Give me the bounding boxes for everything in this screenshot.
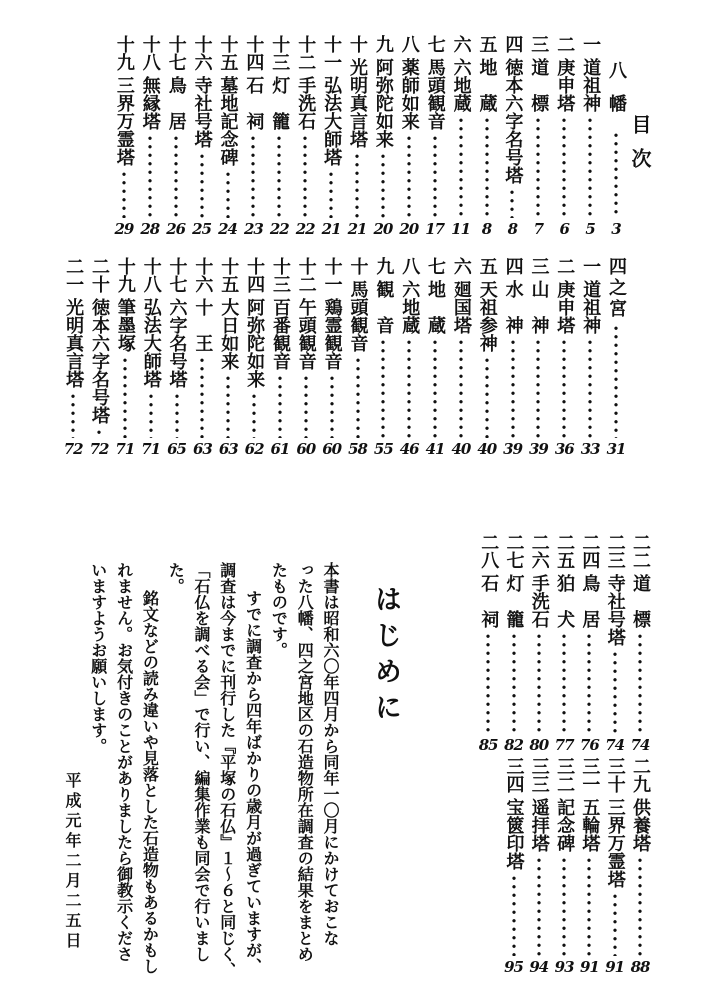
toc-leader-dots [527,856,551,956]
toc-entry [164,35,188,237]
preface-line: すでに調査から四年ばかりの歳月が過ぎていますが、 [243,590,263,974]
toc-page-number: 72 [89,440,109,458]
toc-page-number: 20 [373,220,393,238]
preface-title: はじめに [370,585,401,729]
toc-page-number: 61 [270,440,290,458]
toc-page-number: 63 [218,440,238,458]
toc-page-number: 46 [399,440,419,458]
toc-entry-number: 十二 [295,35,317,71]
toc-entry-number: 四 [502,257,524,275]
toc-entry-title: 石 祠 [243,76,265,130]
toc-page-number: 94 [529,958,549,976]
toc-entry [475,35,499,237]
toc-page-number: 74 [605,736,625,754]
toc-page-number: 28 [140,220,160,238]
toc-entry-title: 百番観音 [269,298,291,370]
toc-leader-dots [552,632,576,734]
toc-entry [475,257,499,457]
toc-entry-number: 十六 [191,35,213,71]
toc-entry-title: 寺社号塔 [191,76,213,148]
toc-entry-title: 弘法大師塔 [321,76,343,166]
toc-entry-title: 手洗石 [528,574,550,628]
toc-leader-dots [268,374,292,438]
toc-entry [603,757,627,975]
toc-entry [268,257,292,457]
toc-entry-title: 午頭観音 [295,298,317,370]
toc-entry-number: 十三 [269,35,291,71]
toc-page-number: 93 [554,958,574,976]
toc-page-number: 41 [425,440,445,458]
toc-leader-dots [578,338,602,438]
toc-entry-title: 水 神 [502,280,524,334]
preface-line: 銘文などの読み違いや見落とした石造物もあるかもし [140,590,160,974]
toc-section-name: 八幡 [606,61,627,127]
toc-leader-dots [138,134,162,218]
toc-page-number: 5 [585,220,595,238]
toc-entry-title: 鳥 居 [579,574,601,628]
toc-entry-number: 十九 [113,35,135,71]
toc-entry-number: 四 [502,35,524,53]
toc-section-name: 四之宮 [606,257,627,320]
preface-date: 平成元年二月二五日 [63,772,82,952]
toc-leader-dots [267,134,291,218]
toc-leader-dots [475,356,499,438]
toc-entry-title: 十 王 [192,298,214,352]
toc-page-number: 63 [192,440,212,458]
toc-page-number: 71 [115,440,135,458]
toc-entry-title: 石 祠 [478,574,500,628]
toc-entry [502,757,526,975]
toc-page-number: 11 [451,220,471,238]
toc-entry-title: 灯 籠 [269,76,291,130]
toc-leader-dots [216,170,240,218]
toc-entry [112,35,136,237]
toc-entry-number: 十 [347,35,368,53]
toc-entry-number: 五 [476,257,498,275]
toc-entry [397,257,421,457]
toc-entry-number: 三四 [503,757,525,793]
toc-leader-dots [293,134,317,218]
toc-leader-dots [345,152,369,218]
toc-entry-title: 庚申塔 [554,58,576,112]
toc-entry-number: 九 [373,257,395,275]
toc-leader-dots [371,338,395,438]
toc-entry [449,257,473,457]
toc-entry [423,257,447,457]
toc-leader-dots [476,632,500,734]
toc-entry-title: 狛 犬 [554,574,576,628]
toc-entry [216,35,240,237]
toc-page-number: 65 [167,440,186,458]
toc-entry [346,257,370,457]
toc-leader-dots [190,152,214,218]
toc-entry-number: 二五 [554,533,576,569]
toc-entry-title: 六地蔵 [450,58,472,112]
preface-line: 調査は今までに刊行した『平塚の石仏』１〜６と同じく、 [217,562,237,978]
toc-leader-dots [526,338,550,438]
toc-leader-dots [190,356,214,438]
toc-entry-title: 寺社号塔 [604,574,626,646]
preface-line: 本書は昭和六〇年四月から同年一〇月にかけておこな [321,562,340,946]
toc-entry-number: 三一 [579,757,601,793]
toc-entry-title: 灯 籠 [503,574,525,628]
toc-page-number: 58 [348,440,367,458]
toc-entry-title: 徳本六字名号塔 [502,58,524,184]
toc-page-number: 3 [611,220,621,238]
toc-page-number: 21 [321,220,341,238]
toc-leader-dots [526,116,550,218]
toc-entry-number: 二 [554,35,576,53]
toc-leader-dots [552,856,576,956]
toc-entry [345,35,369,237]
toc-entry [165,257,189,457]
toc-entry-number: 七 [424,35,446,53]
toc-entry-number: 十六 [192,257,214,293]
toc-leader-dots [397,134,421,218]
toc-entry-number: 十一 [321,257,343,293]
toc-entry-number: 六 [450,35,472,53]
toc-entry-title: 供養塔 [630,798,651,852]
toc-page-number: 7 [533,220,544,238]
toc-entry-title: 阿弥陀如来 [372,58,394,148]
toc-page-number: 24 [218,220,237,238]
toc-leader-dots [577,632,601,734]
toc-page-number: 91 [579,958,599,976]
toc-entry [371,257,395,457]
toc-page-number: 60 [296,440,316,458]
toc-entry-number: 二十 [89,257,110,293]
toc-entry [138,35,162,237]
toc-entry-title: 弘法大師塔 [140,298,162,388]
toc-page-number: 29 [114,220,134,238]
toc-leader-dots [61,392,85,438]
toc-entry [502,533,526,753]
preface-line: れません。お気付きのことがありましたら御教示くださ [114,562,134,962]
toc-entry-number: 二一 [63,257,85,293]
toc-entry [577,757,601,975]
toc-entry-number: 六 [450,257,472,275]
toc-page-number: 20 [399,220,419,238]
preface-line: たものです。 [269,562,289,658]
toc-entry [628,757,652,975]
toc-entry [527,757,551,975]
toc-entry-number: 二四 [579,533,601,569]
toc-page-number: 85 [478,736,498,754]
toc-leader-dots [603,650,627,734]
toc-leader-dots [87,428,111,438]
toc-entry-title: 薬師如来 [398,58,420,130]
toc-entry-number: 二三 [604,533,626,569]
toc-leader-dots [164,134,188,218]
toc-entry [449,35,473,237]
toc-page-number: 62 [244,440,264,458]
toc-page-number: 31 [606,440,626,458]
toc-entry-title: 庚申塔 [554,280,576,334]
toc-entry-title: 道祖神 [580,58,602,112]
toc-leader-dots [449,116,473,218]
preface-line: 「石仏を調べる会」で行い、編集作業も同会で行いまし [192,562,211,962]
toc-page-number: 72 [63,440,83,458]
toc-leader-dots [500,188,524,218]
toc-entry-title: 大日如来 [218,298,240,370]
toc-entry-number: 二八 [478,533,500,569]
toc-entry-number: 三二 [554,757,576,793]
toc-page-number: 22 [269,220,289,238]
toc-entry-title: 遥拝塔 [528,798,550,852]
toc-entry-title: 六地蔵 [399,280,421,334]
toc-leader-dots [527,632,551,734]
toc-entry-number: 五 [476,35,498,53]
toc-entry-number: 十五 [217,35,239,71]
toc-entry-title: 墓地記念碑 [217,76,239,166]
toc-title: 目次 [628,114,652,182]
preface-line: った八幡、四之宮地区の石造物所在調査の結果をまとめ [295,562,315,962]
toc-page-number: 82 [504,736,523,754]
toc-entry-title: 地 蔵 [425,280,447,334]
toc-entry-number: 三 [528,35,550,53]
toc-entry-title: 鶏霊観音 [321,298,343,370]
toc-page-number: 17 [425,220,445,238]
toc-entry [527,533,551,753]
toc-entry-number: 十八 [139,35,161,71]
toc-leader-dots [319,170,343,218]
toc-entry [552,257,576,457]
toc-entry-title: 馬頭観音 [424,58,446,130]
toc-page-number: 25 [192,220,212,238]
toc-section-shinomiya [604,257,628,457]
toc-entry-number: 九 [372,35,394,53]
toc-entry [526,35,550,237]
toc-entry [628,533,652,753]
toc-page-number: 76 [579,736,599,754]
toc-entry-number: 一 [580,257,602,275]
toc-entry [293,35,317,237]
toc-leader-dots [628,632,652,734]
toc-entry-number: 七 [425,257,447,275]
toc-entry-number: 十八 [140,257,162,293]
toc-leader-dots [603,892,627,956]
toc-leader-dots [604,324,628,438]
toc-leader-dots [423,134,447,218]
toc-section-hachiman [604,35,628,237]
toc-entry [476,533,500,753]
toc-entry-number: 二 [554,257,576,275]
toc-entry-title: 記念碑 [554,798,576,852]
toc-leader-dots [577,856,601,956]
toc-leader-dots [241,134,265,218]
toc-entry-title: 無縁塔 [139,76,161,130]
toc-entry [578,257,602,457]
toc-entry-title: 五輪塔 [579,798,601,852]
toc-entry-title: 筆墨塚 [114,298,136,352]
preface-line: いますようお願いします。 [88,562,108,754]
toc-page-number: 88 [630,958,650,976]
toc-leader-dots [139,392,163,438]
toc-entry-title: 山 神 [528,280,550,334]
toc-entry [526,257,550,457]
toc-entry-number: 十一 [321,35,343,71]
toc-entry [371,35,395,237]
toc-leader-dots [423,338,447,438]
toc-page-number: 95 [504,958,523,976]
toc-page-number: 33 [580,440,600,458]
toc-page-number: 60 [322,440,342,458]
toc-page-number: 23 [243,220,263,238]
toc-entry-number: 八 [398,35,420,53]
toc-entry [577,533,601,753]
toc-page-number: 26 [166,220,186,238]
toc-leader-dots [320,374,344,438]
toc-entry-title: 宝篋印塔 [503,798,525,870]
toc-page-number: 8 [507,220,518,238]
toc-entry-title: 天祖参神 [476,280,498,352]
toc-entry-number: 十五 [218,257,240,293]
toc-leader-dots [346,356,370,438]
toc-leader-dots [113,356,137,438]
toc-entry-number: 十 [347,257,369,275]
toc-leader-dots [216,374,240,438]
toc-entry [294,257,318,457]
toc-page-number: 36 [554,440,574,458]
toc-entry [552,35,576,237]
toc-page-number: 39 [503,440,523,458]
toc-entry-number: 二九 [630,757,651,793]
toc-entry-title: 観 音 [373,280,395,334]
toc-entry [267,35,291,237]
toc-page-number: 40 [477,440,497,458]
toc-entry-number: 三 [528,257,550,275]
toc-entry [216,257,240,457]
toc-entry [190,35,214,237]
toc-entry-number: 三十 [604,757,626,793]
toc-page-number: 71 [141,440,161,458]
toc-entry [242,257,266,457]
toc-leader-dots [112,170,136,218]
toc-entry-title: 阿弥陀如来 [244,298,266,388]
toc-page-number: 74 [630,736,650,754]
toc-page-number: 55 [373,440,393,458]
toc-leader-dots [502,874,526,956]
toc-page-number: 21 [347,220,367,238]
toc-entry-number: 三三 [528,757,550,793]
toc-leader-dots [604,131,628,218]
toc-entry-title: 三界万霊塔 [113,76,135,166]
toc-leader-dots [578,116,602,218]
toc-entry [552,757,576,975]
toc-page-number: 8 [481,220,492,238]
toc-leader-dots [165,392,189,438]
toc-entry-title: 光明真言塔 [63,298,85,388]
toc-entry [190,257,214,457]
toc-entry-title: 光明真言塔 [347,58,368,148]
toc-leader-dots [294,374,318,438]
preface-line: た。 [166,562,186,594]
toc-entry-title: 六字名号塔 [166,298,188,388]
toc-entry-title: 地 蔵 [476,58,498,112]
toc-page-number: 22 [295,220,315,238]
toc-entry [500,35,524,237]
toc-entry-number: 十二 [295,257,317,293]
toc-leader-dots [552,116,576,218]
toc-leader-dots [242,392,266,438]
toc-entry-number: 十四 [243,35,265,71]
toc-entry-number: 一 [580,35,602,53]
toc-entry-number: 十七 [165,35,187,71]
toc-page-number: 77 [554,736,574,754]
toc-entry [423,35,447,237]
toc-leader-dots [628,856,652,956]
toc-entry-number: 十九 [114,257,136,293]
toc-page-number: 91 [605,958,625,976]
toc-entry [578,35,602,237]
toc-entry-title: 廻国塔 [450,280,472,334]
toc-entry [87,257,111,457]
toc-entry-title: 鳥 居 [165,76,187,130]
toc-entry [139,257,163,457]
toc-entry-title: 道 標 [528,58,550,112]
toc-entry-number: 二二 [630,533,651,569]
toc-entry-title: 道 標 [630,574,651,628]
toc-leader-dots [371,152,395,218]
toc-entry [113,257,137,457]
toc-entry-title: 馬頭観音 [347,280,369,352]
toc-entry [397,35,421,237]
toc-entry [319,35,343,237]
toc-leader-dots [501,338,525,438]
toc-entry-title: 道祖神 [580,280,602,334]
toc-leader-dots [475,116,499,218]
toc-entry-title: 手洗石 [295,76,317,130]
toc-entry [241,35,265,237]
toc-leader-dots [552,338,576,438]
toc-page-number: 80 [529,736,549,754]
toc-leader-dots [397,338,421,438]
toc-entry-number: 十四 [244,257,266,293]
toc-entry [320,257,344,457]
toc-entry-title: 三界万霊塔 [604,798,626,888]
toc-entry-number: 二六 [528,533,550,569]
toc-page-number: 39 [529,440,548,458]
toc-entry-number: 十三 [269,257,291,293]
toc-entry [603,533,627,753]
toc-entry-number: 十七 [166,257,188,293]
toc-entry-number: 二七 [503,533,525,569]
toc-entry [501,257,525,457]
toc-entry [552,533,576,753]
toc-entry-number: 八 [399,257,421,275]
toc-page-number: 6 [559,220,569,238]
toc-leader-dots [502,632,526,734]
toc-entry-title: 徳本六字名号塔 [89,298,110,424]
toc-entry [61,257,85,457]
toc-leader-dots [449,338,473,438]
toc-page-number: 40 [451,440,471,458]
